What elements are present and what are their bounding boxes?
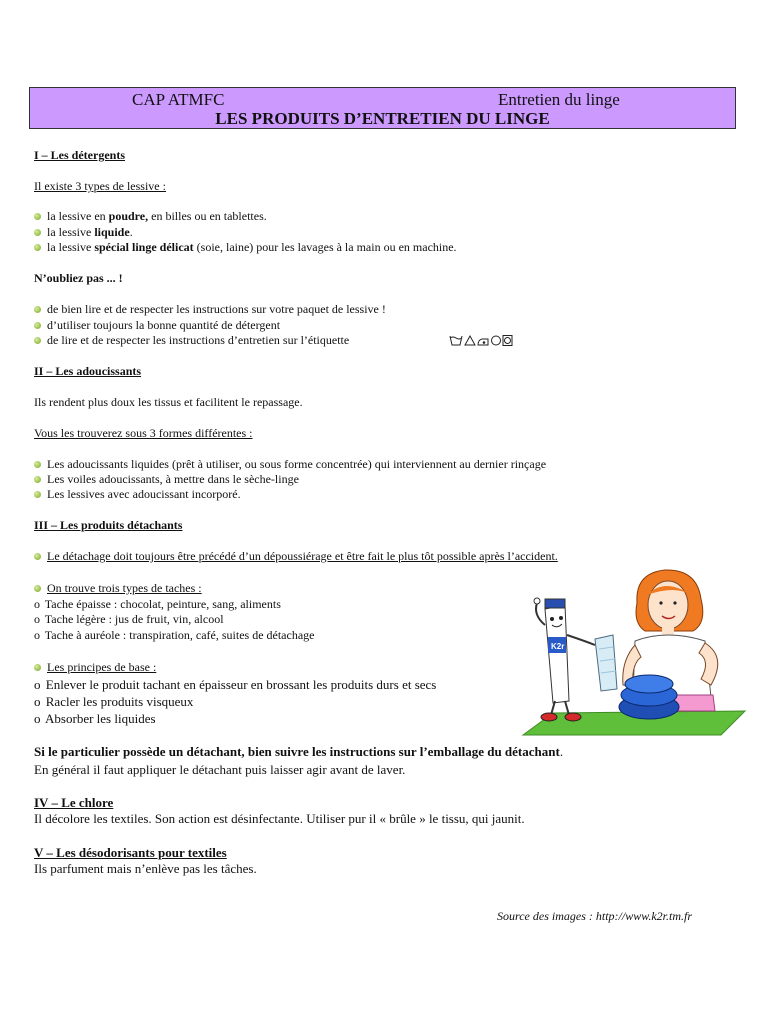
tumble-dry-icon [503, 336, 512, 346]
stain-types-intro: On trouve trois types de taches : [34, 581, 202, 595]
bullet-icon [34, 244, 41, 251]
dry-clean-circle-icon [492, 336, 501, 345]
list-item: de bien lire et de respecter les instructions sur votre paquet de lessive ! [34, 302, 386, 316]
tube-label: K2r [551, 642, 565, 651]
course-topic: Entretien du linge [498, 90, 620, 109]
section-4-text: Il décolore les textiles. Son action est désinfectante. Utiliser pur il « brûle » le tissu, qui jaunit. [34, 811, 525, 826]
list-item: o Tache légère : jus de fruit, vin, alcool [34, 612, 224, 626]
list-item: o Racler les produits visqueux [34, 694, 194, 709]
list-item: la lessive liquide. [34, 225, 133, 239]
section-5-title: V – Les désodorisants pour textiles [34, 845, 227, 860]
folded-clothes [619, 675, 679, 719]
section-2-intro: Vous les trouverez sous 3 formes différentes : [34, 426, 253, 440]
bullet-icon [34, 213, 41, 220]
list-item: o Enlever le produit tachant en épaisseur en brossant les produits durs et secs [34, 677, 437, 692]
list-item: o Absorber les liquides [34, 711, 156, 726]
principles-intro: Les principes de base : [34, 660, 156, 674]
stain-remover-tube [534, 598, 595, 721]
list-item: Les voiles adoucissants, à mettre dans le sèche-linge [34, 472, 299, 486]
section-1-title: I – Les détergents [34, 148, 125, 162]
image-source: Source des images : http://www.k2r.tm.fr [497, 909, 692, 923]
section-3-intro: Le détachage doit toujours être précédé d’un dépoussiérage et être fait le plus tôt possible après l’accident. [34, 549, 558, 563]
bullet-icon [34, 476, 41, 483]
iron-icon [478, 339, 488, 345]
wash-tub-icon [450, 336, 462, 345]
section-3-title: III – Les produits détachants [34, 518, 183, 532]
bleach-triangle-icon [465, 336, 475, 345]
section-2-text: Ils rendent plus doux les tissus et facilitent le repassage. [34, 395, 303, 409]
list-item: o Tache épaisse : chocolat, peinture, sang, aliments [34, 597, 281, 611]
bullet-icon [34, 322, 41, 329]
bullet-icon [34, 337, 41, 344]
list-item: d’utiliser toujours la bonne quantité de détergent [34, 318, 280, 332]
bullet-icon [34, 664, 41, 671]
bullet-icon [34, 229, 41, 236]
list-item: de lire et de respecter les instructions d’entretien sur l’étiquette [34, 333, 349, 347]
bullet-icon [34, 585, 41, 592]
laundry-illustration [515, 565, 747, 737]
care-symbols [449, 334, 513, 347]
list-item: la lessive en poudre, en billes ou en tablettes. [34, 209, 267, 223]
list-item: Les lessives avec adoucissant incorporé. [34, 487, 241, 501]
bullet-icon [34, 306, 41, 313]
section-4-title: IV – Le chlore [34, 795, 114, 810]
stain-remover-note: Si le particulier possède un détachant, bien suivre les instructions sur l’emballage du détachant. [34, 744, 564, 759]
list-item: Les adoucissants liquides (prêt à utiliser, ou sous forme concentrée) qui interviennent au dernier rinçage [34, 457, 546, 471]
list-item: o Tache à auréole : transpiration, café, suites de détachage [34, 628, 315, 642]
list-item: la lessive spécial linge délicat (soie, laine) pour les lavages à la main ou en machine. [34, 240, 457, 254]
towel-cloth [595, 635, 617, 691]
section-5-text: Ils parfument mais n’enlève pas les tâches. [34, 861, 257, 876]
header-box [29, 87, 736, 129]
bullet-icon [34, 461, 41, 468]
bullet-icon [34, 491, 41, 498]
section-2-title: II – Les adoucissants [34, 364, 142, 378]
section-1-intro: Il existe 3 types de lessive : [34, 179, 166, 193]
page-title: LES PRODUITS D’ENTRETIEN DU LINGE [215, 109, 550, 128]
bullet-icon [34, 553, 41, 560]
course-name: CAP ATMFC [132, 90, 225, 109]
stain-remover-note-2: En général il faut appliquer le détachant puis laisser agir avant de laver. [34, 762, 406, 777]
reminder-title: N’oubliez pas ... ! [34, 271, 123, 285]
